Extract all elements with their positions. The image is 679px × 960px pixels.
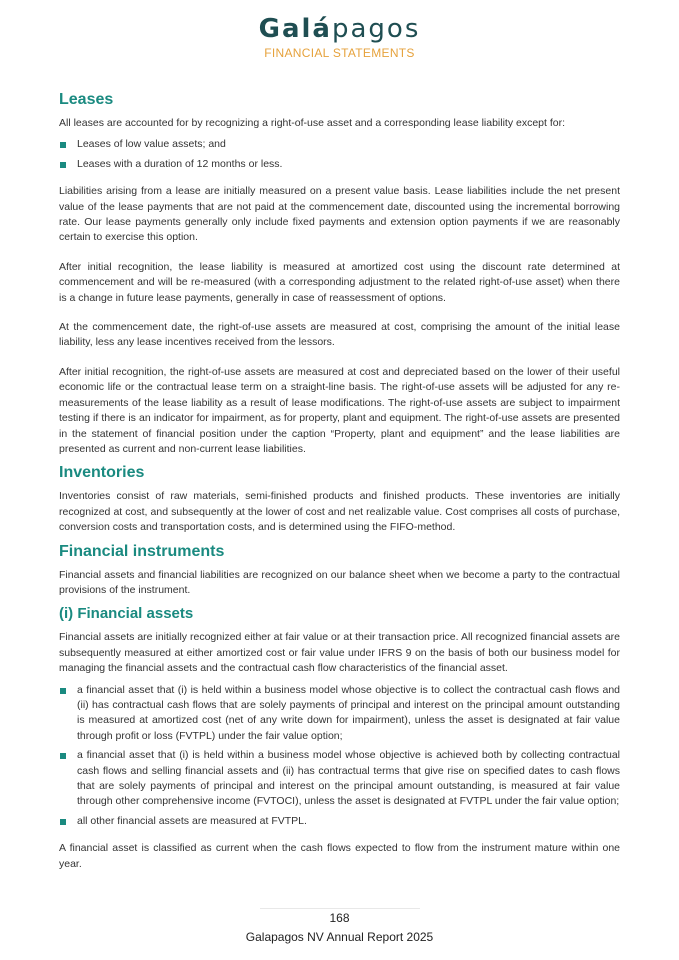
financial-assets-section [59,604,620,872]
list-item: Leases with a duration of 12 months or less. [59,157,620,172]
square-bullet-icon [60,688,66,694]
square-bullet-icon [60,753,66,759]
page-footer [0,908,679,945]
page-content [59,90,620,886]
inventories-paragraph: Inventories consist of raw materials, semi-finished products and finished products. These inventories are initially recognized at cost, and subsequently at the lower of cost and net realizable value. Cost comprises all costs of purchase, conversion costs and transportation costs, and is determined using the FIFO-method. [59,490,620,534]
financial-instruments-section [59,542,620,599]
financial-assets-bullet-list [59,683,620,830]
leases-intro: All leases are accounted for by recognizing a right-of-use asset and a corresponding lease liability except for: [59,117,566,129]
financial-assets-closing: A financial asset is classified as current when the cash flows expected to flow from the instrument mature within one year. [59,842,620,870]
leases-section [59,90,620,457]
leases-bullet-list [59,137,620,172]
financial-instruments-heading: Financial instruments [59,542,225,560]
leases-paragraph: At the commencement date, the right-of-use assets are measured at cost, comprising the amount of the initial lease liability, less any lease incentives received from the lessors. [59,321,620,349]
page-number: 168 [329,911,350,925]
galapagos-logo: Galápagos [258,14,421,44]
list-item: a financial asset that (i) is held within a business model whose objective is achieved both by collecting contractual cash flows and selling financial assets and (ii) has contractual terms that give rise on specified dates to cash flows that are solely payments of principal and interest on the principal amount outstanding, is measured at fair value through other comprehensive income (FVTOCI), unless the asset is designated at FVTPL under the fair value option; [59,748,620,810]
financial-instruments-paragraph: Financial assets and financial liabilities are recognized on our balance sheet when we become a party to the contractual provisions of the instrument. [59,568,620,596]
page-header [0,0,679,60]
leases-paragraph: After initial recognition, the right-of-use assets are measured at cost and depreciated based on the lower of their useful economic life or the contractual lease term on a straight-line basis. The right-of-use assets will be adjusted for any re-measurements of the lease liability as a result of lease modifications. The right-of-use assets are subject to impairment testing if there is an indicator for impairment, as for property, plant and equipment. The right-of-use assets are presented in the statement of financial position under the caption “Property, plant and equipment” and the lease liabilities are presented as current and non-current lease liabilities. [59,365,620,455]
list-item: a financial asset that (i) is held within a business model whose objective is to collect the contractual cash flows and (ii) has contractual cash flows that are solely payments of principal and interest on the principal amount outstanding is measured at amortized cost (net of any write down for impairment), unless the asset is designated at fair value through profit or loss (FVTPL) under the fair value option; [59,683,620,745]
square-bullet-icon [60,142,66,148]
leases-paragraph: Liabilities arising from a lease are initially measured on a present value basis. Lease liabilities include the net present value of the lease payments that are not paid at the commencement date, discounted using the incremental borrowing rate. Our lease payments generally only include fixed payments and extension option payments if we are reasonably certain to exercise this option. [59,185,620,244]
financial-assets-heading: (i) Financial assets [59,605,194,623]
footer-divider [260,908,420,909]
section-subtitle: FINANCIAL STATEMENTS [264,46,415,60]
report-title: Galapagos NV Annual Report 2025 [245,930,434,944]
list-item: all other financial assets are measured at FVTPL. [59,814,620,829]
inventories-heading: Inventories [59,464,145,482]
leases-heading: Leases [59,91,114,108]
list-item: Leases of low value assets; and [59,137,620,152]
square-bullet-icon [60,162,66,168]
financial-assets-intro: Financial assets are initially recognized either at fair value or at their transaction price. All recognized financial assets are subsequently measured at either amortized cost or fair value under IFRS 9 on the basis of both our business model for managing the financial assets and the contractual cash flow characteristics of the financial asset. [59,631,620,675]
inventories-section [59,463,620,535]
leases-paragraph: After initial recognition, the lease liability is measured at amortized cost using the discount rate determined at commencement and will be re-measured (with a corresponding adjustment to the related right-of-use asset) when there is a change in future lease payments, generally in case of reassessment of options. [59,260,620,304]
square-bullet-icon [60,819,66,825]
